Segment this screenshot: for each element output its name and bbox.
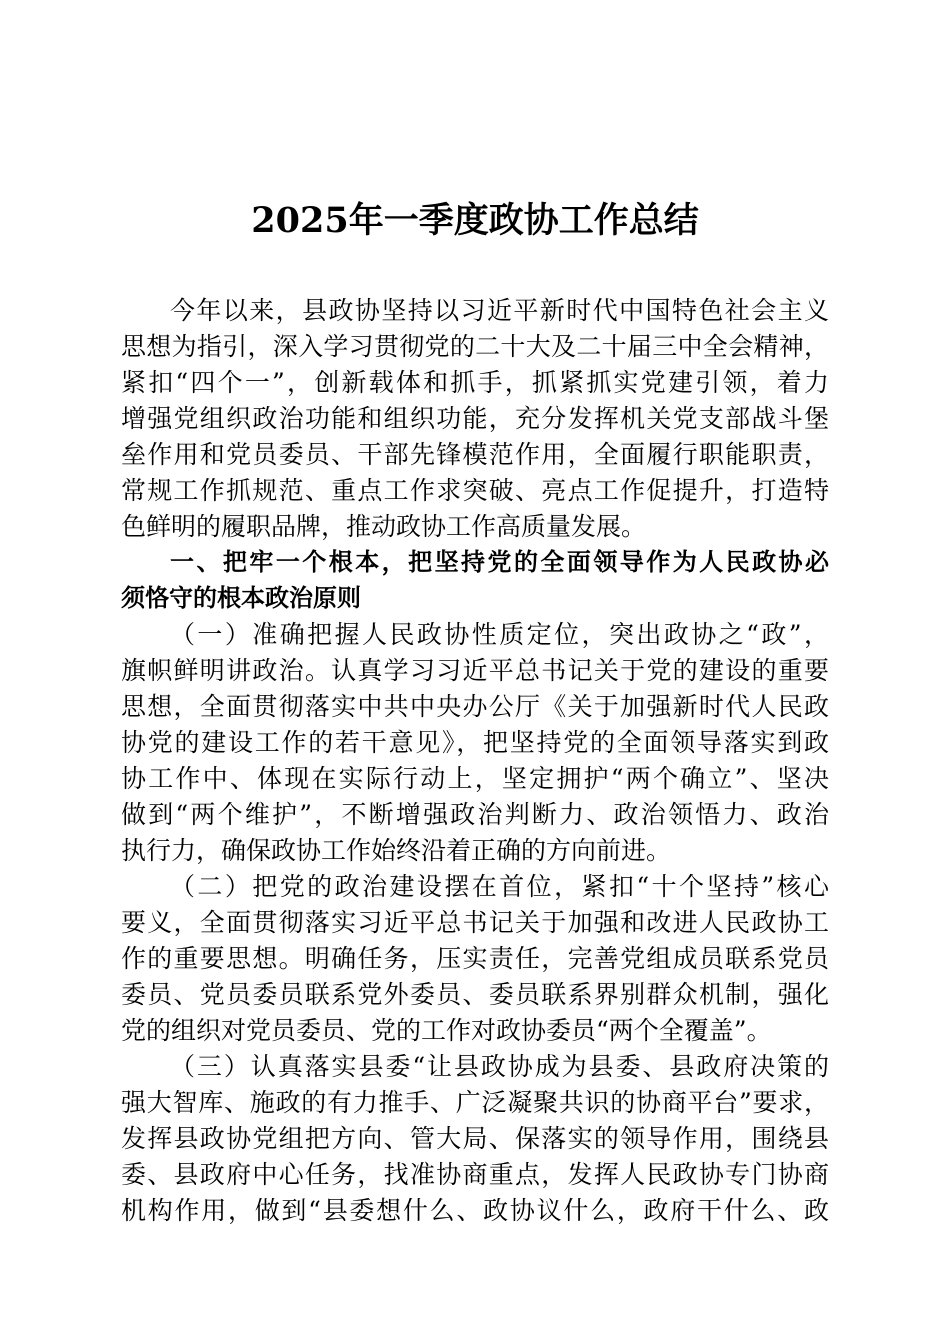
paragraph-line: （一）准确把握人民政协性质定位，突出政协之“政”， [170, 620, 829, 649]
paragraph-line: 协工作中、体现在实际行动上，坚定拥护“两个确立”、坚决 [121, 764, 829, 793]
document-title: 2025年一季度政协工作总结 [251, 200, 699, 241]
paragraph-line: 旗帜鲜明讲政治。认真学习习近平总书记关于党的建设的重要 [121, 656, 829, 685]
paragraph-line: 作的重要思想。明确任务，压实责任，完善党组成员联系党员 [121, 944, 829, 973]
paragraph-line: 强大智库、施政的有力推手、广泛凝聚共识的协商平台”要求， [121, 1088, 829, 1117]
paragraph-line: 要义，全面贯彻落实习近平总书记关于加强和改进人民政协工 [121, 908, 829, 937]
paragraph-line: 发挥县政协党组把方向、管大局、保落实的领导作用，围绕县 [121, 1124, 829, 1153]
paragraph-line: 思想，全面贯彻落实中共中央办公厅《关于加强新时代人民政 [121, 692, 829, 721]
paragraph-line: 机构作用，做到“县委想什么、政协议什么，政府干什么、政 [121, 1196, 829, 1225]
paragraph-line: 党的组织对党员委员、党的工作对政协委员“两个全覆盖”。 [121, 1016, 772, 1045]
paragraph-line: 增强党组织政治功能和组织功能，充分发挥机关党支部战斗堡 [121, 404, 829, 433]
paragraph-line: 紧扣“四个一”，创新载体和抓手，抓紧抓实党建引领，着力 [121, 368, 829, 397]
paragraph-line: （三）认真落实县委“让县政协成为县委、县政府决策的 [170, 1052, 829, 1081]
paragraph-line: 执行力，确保政协工作始终沿着正确的方向前进。 [121, 836, 672, 865]
paragraph-line: 色鲜明的履职品牌，推动政协工作高质量发展。 [121, 512, 647, 541]
paragraph-line: （二）把党的政治建设摆在首位，紧扣“十个坚持”核心 [170, 872, 829, 901]
section-heading-line: 一、把牢一个根本，把坚持党的全面领导作为人民政协必 [170, 548, 829, 576]
paragraph-line: 垒作用和党员委员、干部先锋模范作用，全面履行职能职责， [121, 440, 829, 469]
paragraph-line: 今年以来，县政协坚持以习近平新时代中国特色社会主义 [170, 296, 829, 325]
paragraph-line: 做到“两个维护”，不断增强政治判断力、政治领悟力、政治 [121, 800, 829, 829]
section-heading-line: 须恪守的根本政治原则 [121, 584, 361, 612]
paragraph-line: 委、县政府中心任务，找准协商重点，发挥人民政协专门协商 [121, 1160, 829, 1189]
paragraph-line: 常规工作抓规范、重点工作求突破、亮点工作促提升，打造特 [121, 476, 829, 505]
paragraph-line: 委员、党员委员联系党外委员、委员联系界别群众机制，强化 [121, 980, 829, 1009]
paragraph-line: 思想为指引，深入学习贯彻党的二十大及二十届三中全会精神， [121, 332, 829, 361]
paragraph-line: 协党的建设工作的若干意见》，把坚持党的全面领导落实到政 [121, 728, 829, 757]
